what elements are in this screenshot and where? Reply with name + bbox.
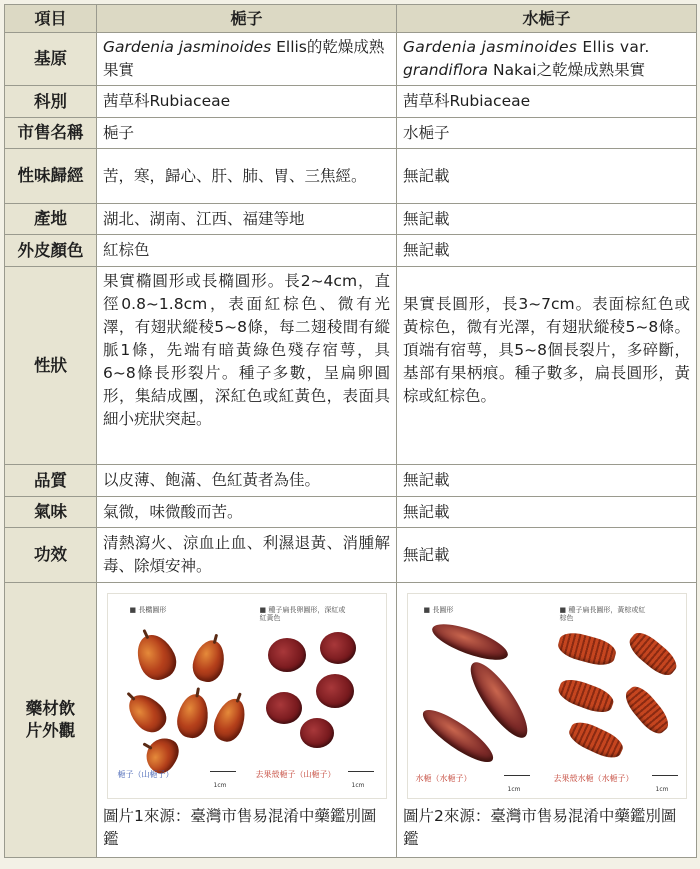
- label-skin-color: 外皮顏色: [5, 235, 97, 267]
- efficacy-gardenia: 清熱瀉火、涼血止血、利濕退黃、消腫解毒、除煩安神。: [97, 528, 397, 583]
- row-origin-place: [5, 204, 697, 235]
- image-source: 圖片1來源：臺灣市售易混淆中藥鑑別圖鑑: [103, 807, 377, 848]
- market-name-gardenia: 梔子: [97, 118, 397, 149]
- row-odor-taste: [5, 497, 697, 528]
- gardenia-photo: [107, 593, 387, 799]
- row-characteristics: [5, 267, 697, 465]
- row-market-name: [5, 118, 697, 149]
- odor-gardenia: 氣微，味微酸而苦。: [97, 497, 397, 528]
- label-efficacy: 功效: [5, 528, 97, 583]
- origin-text: Nakai之乾燥成熟果實: [488, 61, 646, 79]
- scale-bar: 1cm: [508, 778, 521, 799]
- appearance-gardenia: [97, 583, 397, 858]
- place-water-gardenia: 無記載: [397, 204, 697, 235]
- author-text: Ellis var.: [577, 38, 650, 56]
- row-efficacy: [5, 528, 697, 583]
- family-water-gardenia: 茜草科Rubiaceae: [397, 86, 697, 118]
- latin-name: Gardenia jasminoides: [403, 38, 578, 56]
- row-quality: [5, 465, 697, 497]
- label-appearance: 藥材飲片外觀: [5, 583, 97, 858]
- photo-label: 水梔（水梔子）: [415, 774, 472, 783]
- fruit-image: [129, 629, 181, 686]
- seed-image: [316, 674, 354, 708]
- seed-image: [320, 632, 356, 664]
- label-origin: 基原: [5, 33, 97, 86]
- row-skin-color: [5, 235, 697, 267]
- quality-gardenia: 以皮薄、飽滿、色紅黃者為佳。: [97, 465, 397, 497]
- photo-label: 去果殼水梔（水梔子）: [553, 774, 634, 783]
- seed-image: [620, 682, 673, 739]
- fruit-image: [209, 695, 250, 746]
- label-origin-place: 產地: [5, 204, 97, 235]
- comparison-table-container: [4, 4, 696, 865]
- label-characteristics: 性狀: [5, 267, 97, 465]
- gardenia-comparison-table: [4, 4, 697, 858]
- origin-water-gardenia: [397, 33, 697, 86]
- origin-text: Ellis的乾燥成熟果實: [103, 38, 385, 79]
- odor-water-gardenia: 無記載: [397, 497, 697, 528]
- efficacy-water-gardenia: 無記載: [397, 528, 697, 583]
- place-gardenia: 湖北、湖南、江西、福建等地: [97, 204, 397, 235]
- seed-image: [266, 692, 302, 724]
- seed-image: [555, 675, 616, 717]
- seed-image: [624, 627, 681, 680]
- color-gardenia: 紅棕色: [97, 235, 397, 267]
- header-row: [5, 5, 697, 33]
- nature-water-gardenia: 無記載: [397, 149, 697, 204]
- photo-caption: ■ 長橢圓形: [129, 606, 167, 614]
- image-source: 圖片2來源：臺灣市售易混淆中藥鑑別圖鑑: [403, 807, 677, 848]
- seed-image: [555, 629, 618, 669]
- label-nature-meridian: 性味歸經: [5, 149, 97, 204]
- photo-label: 去果殼梔子（山梔子）: [255, 770, 336, 779]
- photo-caption: ■ 長圓形: [423, 606, 454, 614]
- water-gardenia-photo: [407, 593, 687, 799]
- scale-bar: 1cm: [656, 778, 669, 799]
- row-family: [5, 86, 697, 118]
- fruit-image: [174, 692, 211, 741]
- photo-label: 梔子（山梔子）: [117, 770, 174, 779]
- fruit-image: [428, 617, 511, 667]
- row-nature-meridian: [5, 149, 697, 204]
- header-gardenia: 梔子: [97, 5, 397, 33]
- origin-gardenia: [97, 33, 397, 86]
- photo-caption: ■ 種子扁長圓形，黃棕或紅棕色: [559, 606, 646, 622]
- seed-image: [268, 638, 306, 672]
- characteristics-gardenia: 果實橢圓形或長橢圓形。長2~4cm，直徑0.8~1.8cm，表面紅棕色、微有光澤，有翅狀縱稜5~8條，每二翅稜間有縱脈1條，先端有暗黃綠色殘存宿萼，具6~8條長形裂片。種子多數，呈扁卵圓形，集結成團，深紅色或紅黃色，表面具細小疣狀突起。: [97, 267, 397, 465]
- nature-gardenia: 苦，寒，歸心、肝、肺、胃、三焦經。: [97, 149, 397, 204]
- scale-bar: 1cm: [214, 774, 227, 797]
- latin-variety: grandiflora: [403, 61, 489, 79]
- label-odor-taste: 氣味: [5, 497, 97, 528]
- color-water-gardenia: 無記載: [397, 235, 697, 267]
- label-market-name: 市售名稱: [5, 118, 97, 149]
- latin-name: Gardenia jasminoides: [103, 38, 272, 56]
- seed-image: [300, 718, 334, 748]
- appearance-water-gardenia: [397, 583, 697, 858]
- label-family: 科別: [5, 86, 97, 118]
- family-gardenia: 茜草科Rubiaceae: [97, 86, 397, 118]
- fruit-image: [189, 637, 229, 685]
- fruit-image: [121, 688, 172, 739]
- row-origin: [5, 33, 697, 86]
- header-water-gardenia: 水梔子: [397, 5, 697, 33]
- scale-bar: 1cm: [352, 774, 365, 797]
- fruit-image: [416, 702, 499, 770]
- market-name-water-gardenia: 水梔子: [397, 118, 697, 149]
- seed-image: [565, 717, 626, 762]
- characteristics-water-gardenia: 果實長圓形，長3~7cm。表面棕紅色或黃棕色，微有光澤，有翅狀縱稜5~8條。頂端有宿萼，具5~8個長裂片，多碎斷，基部有果柄痕。種子數多，扁長圓形，黃棕或紅棕色。: [397, 267, 697, 465]
- label-quality: 品質: [5, 465, 97, 497]
- quality-water-gardenia: 無記載: [397, 465, 697, 497]
- row-appearance: [5, 583, 697, 858]
- photo-caption: ■ 種子扁長卵圓形，深紅或紅黃色: [259, 606, 346, 622]
- header-item: 項目: [5, 5, 97, 33]
